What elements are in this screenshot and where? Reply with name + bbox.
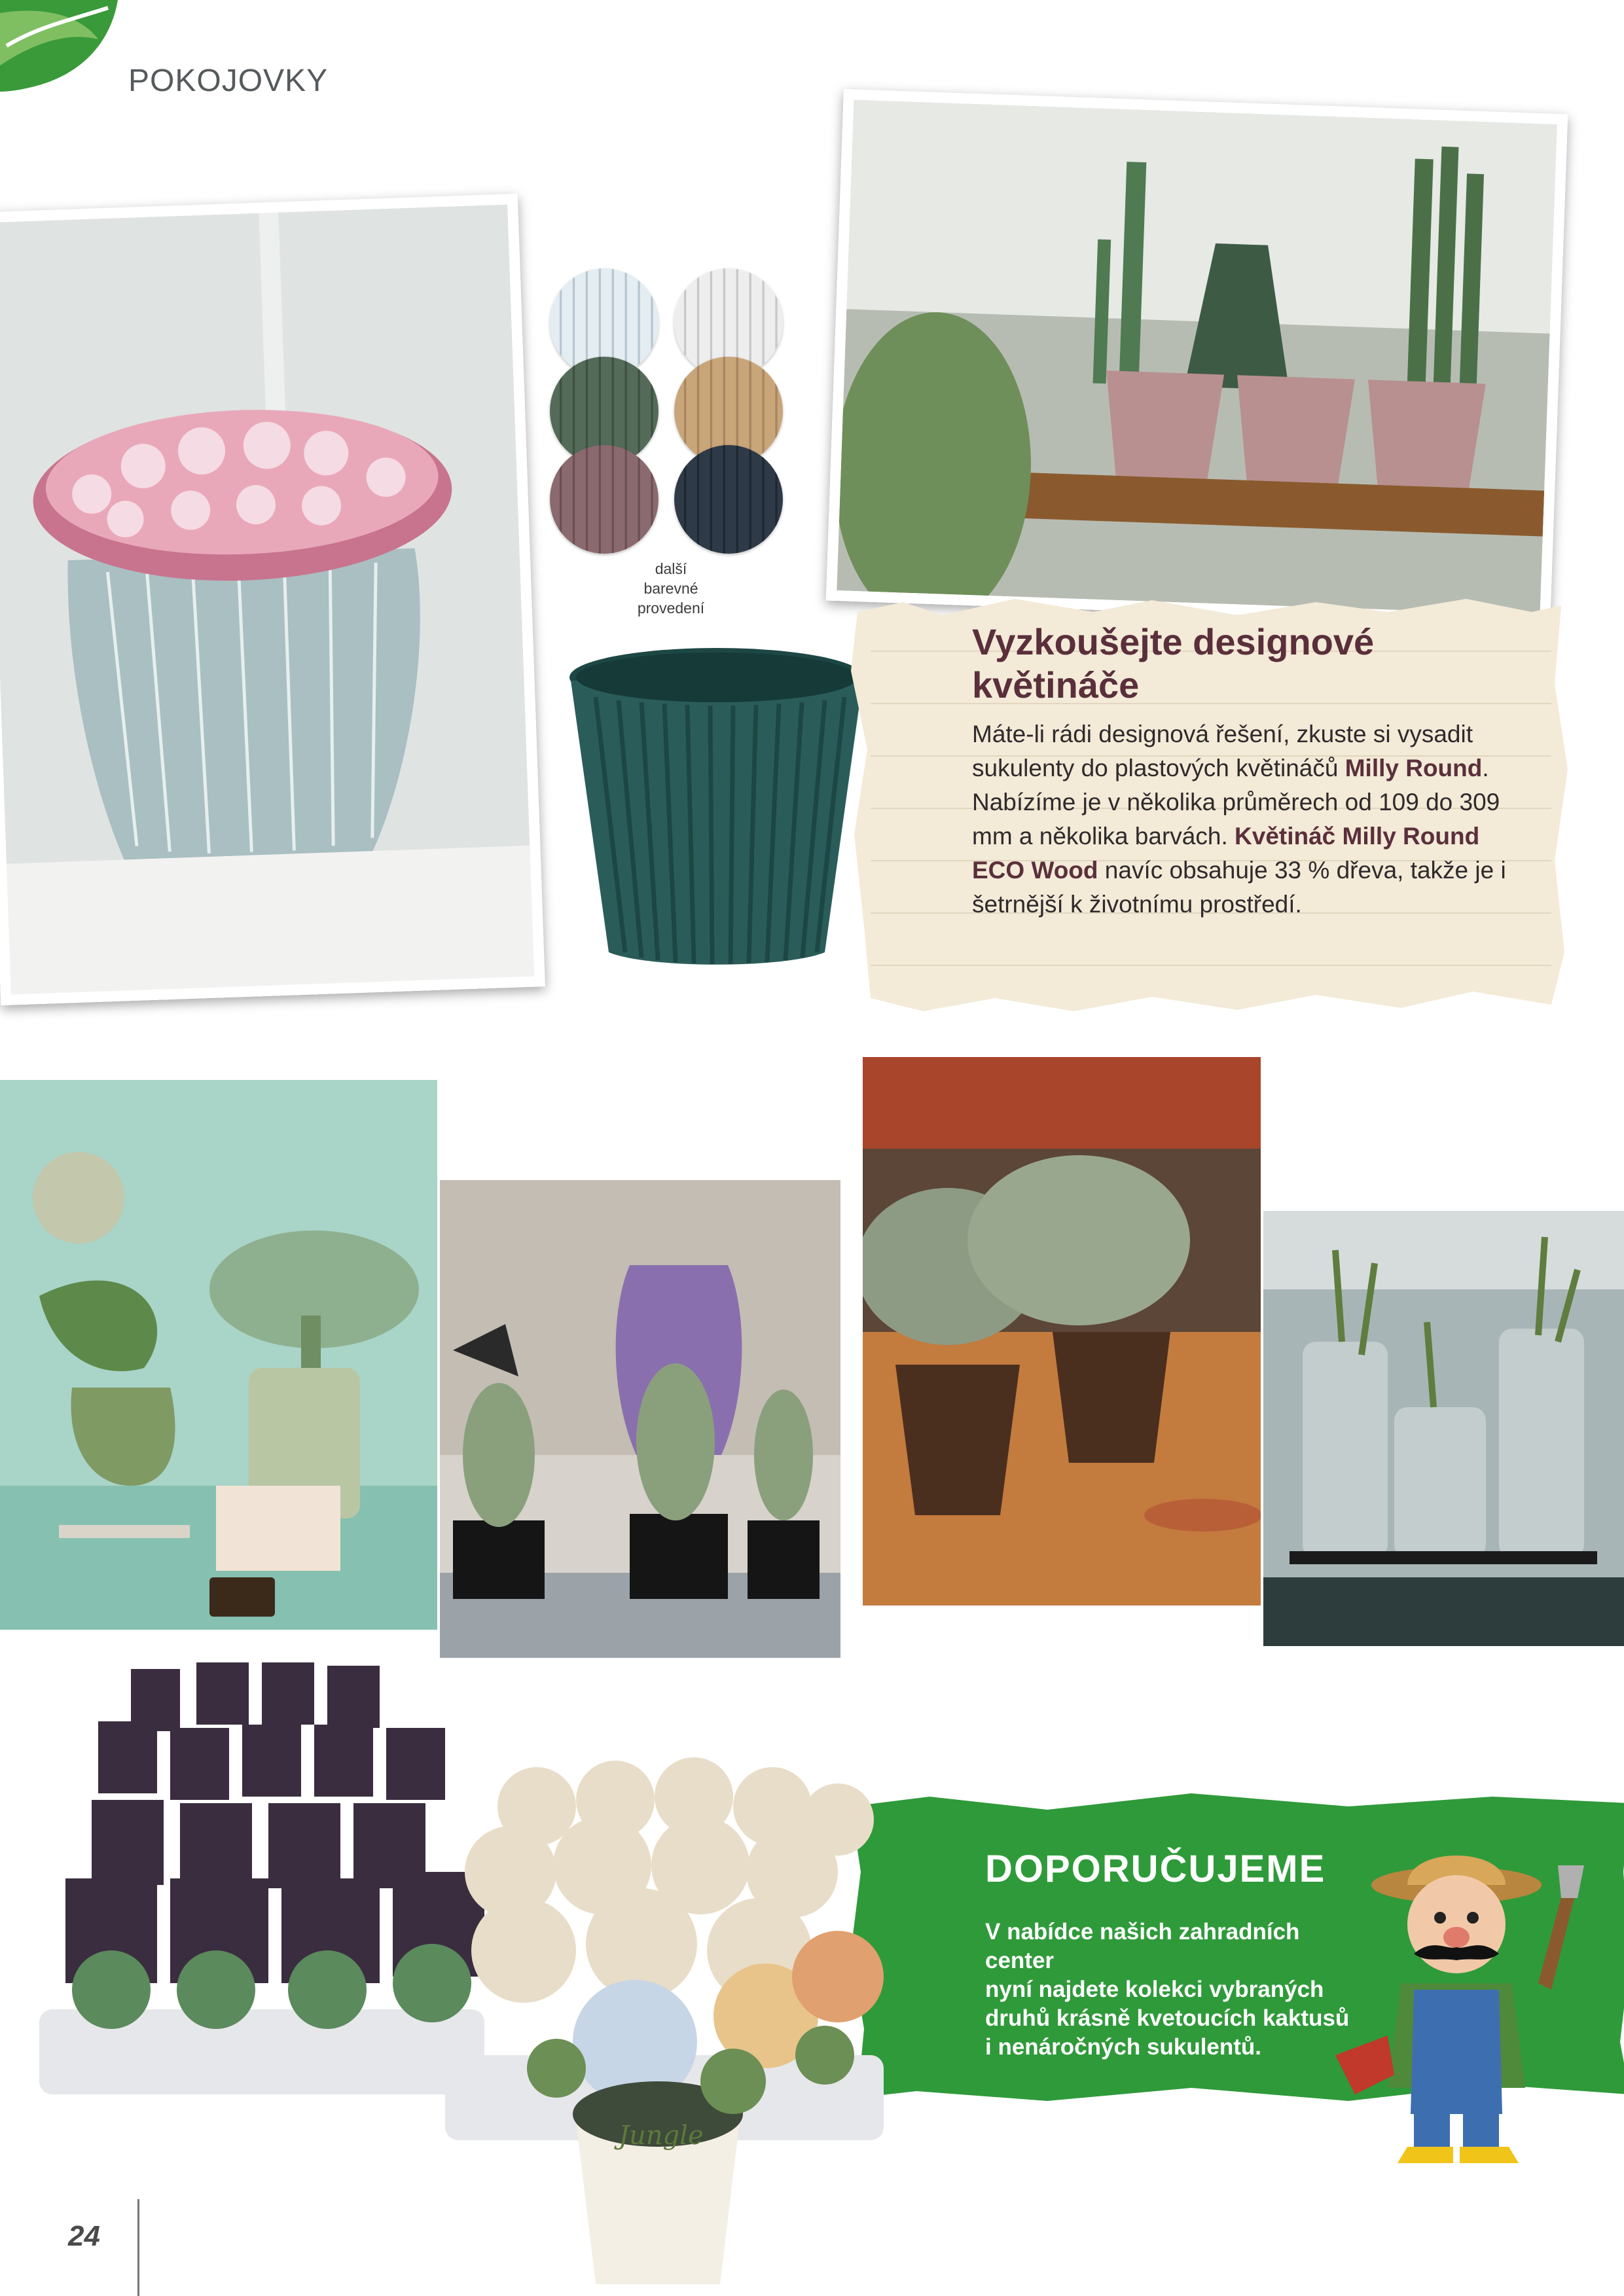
product-name-milly-round: Milly Round: [1344, 755, 1483, 781]
pot-label-text: Jungle: [619, 2121, 704, 2151]
gardener-mascot-icon: [1316, 1839, 1604, 2166]
page-divider: [137, 2199, 139, 2296]
product-name-eco-wood: Květináč Milly Round ECO Wood: [972, 823, 1480, 884]
swatch-mauve: [550, 445, 659, 554]
leaf-icon: [0, 0, 118, 105]
photo-bunny-ear-cacti: [440, 1180, 840, 1658]
photo-coral-cactus: [0, 1080, 437, 1630]
swatch-caption: další barevné provedení: [637, 560, 705, 617]
photo-succulent-display: [39, 1662, 884, 2291]
recommend-body: V nabídce našich zahradních center nyní najdete kolekci vybraných druhů krásně kvetoucích kaktusů i nenáročných sukulentů.: [985, 1919, 1350, 2060]
section-title: POKOJOVKY: [128, 63, 329, 98]
photo-cactus-vase: [0, 194, 545, 1005]
feature-body: Máte-li rádi designová řešení, zkuste si vysadit sukulenty do plastových květináčů Milly Round. Nabízíme je v několika průměrech od 109 do 309 mm a několika barvách. Květináč Milly Round ECO Wood navíc obsahuje 33 % dřeva, takže je i šetrnější k životnímu prostředí.: [972, 721, 1506, 918]
feature-title: Vyzkoušejte designové květináče: [972, 621, 1375, 706]
page-number: 24: [68, 2220, 100, 2252]
swatch-navy: [674, 445, 783, 554]
photo-pink-pots-shelf: [826, 89, 1568, 626]
photo-kalanchoe-pots: [863, 1057, 1261, 1605]
milly-round-pot-image: [563, 645, 871, 972]
recommend-title: DOPORUČUJEME: [985, 1848, 1326, 1890]
photo-glass-vases: [1263, 1211, 1624, 1646]
